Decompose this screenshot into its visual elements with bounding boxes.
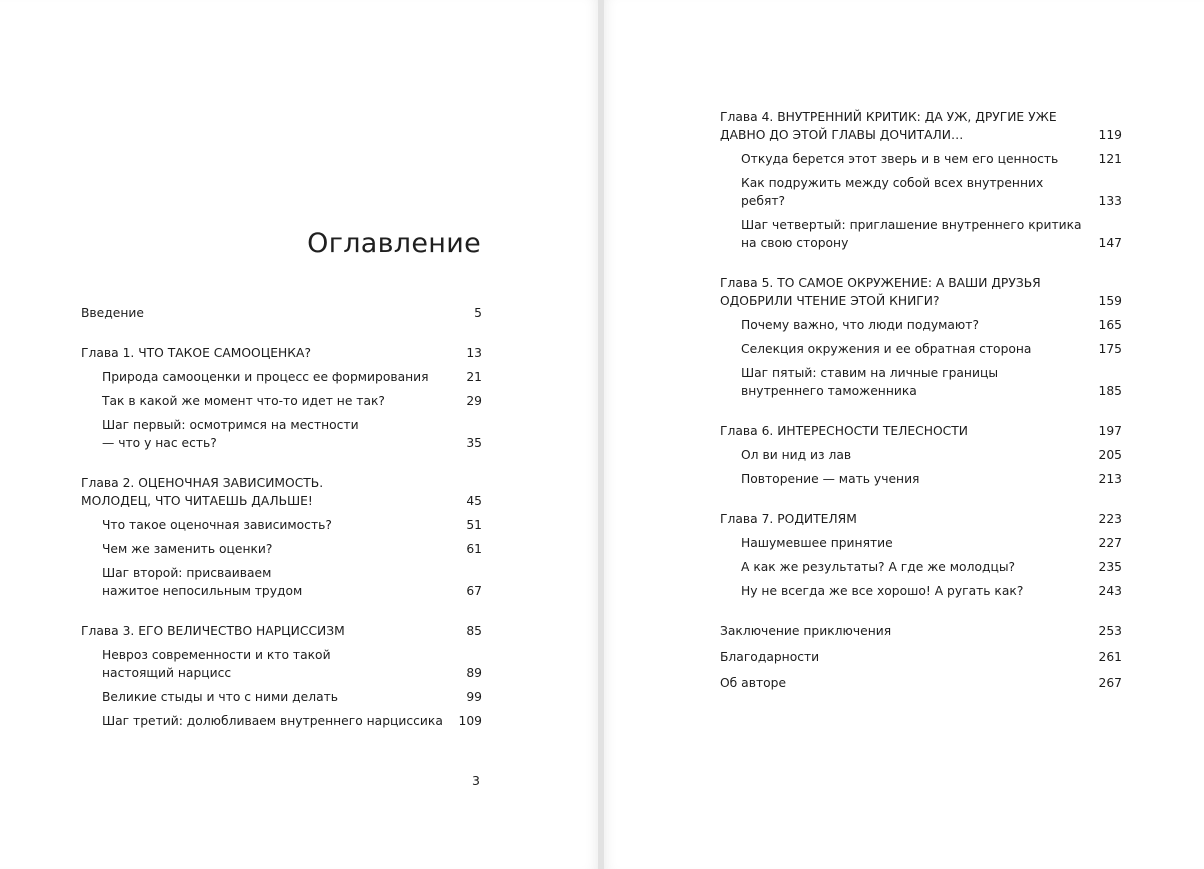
toc-entry-title: Глава 2. ОЦЕНОЧНАЯ ЗАВИСИМОСТЬ. МОЛОДЕЦ, ЧТО ЧИТАЕШЬ ДАЛЬШЕ!	[81, 476, 324, 508]
toc-entry-title: Так в какой же момент что-то идет не так?	[102, 394, 385, 408]
toc-entry-page: 109	[458, 714, 482, 728]
toc-entry-title: Шаг четвертый: приглашение внутреннего критика на свою сторону	[741, 218, 1082, 250]
toc-entry-title: Об авторе	[720, 676, 787, 690]
toc-entry-section	[720, 582, 1122, 600]
toc-entry-chapter-1	[81, 344, 482, 362]
toc-entry-title: Глава 6. ИНТЕРЕСНОСТИ ТЕЛЕСНОСТИ	[720, 424, 968, 438]
toc-entry-page: 121	[1098, 152, 1122, 166]
toc-entry-page: 29	[466, 394, 482, 408]
toc-entry-title: Глава 1. ЧТО ТАКОЕ САМООЦЕНКА?	[81, 346, 311, 360]
toc-entry-page: 165	[1098, 318, 1122, 332]
toc-entry-title: Ну не всегда же все хорошо! А ругать как?	[741, 584, 1024, 598]
toc-entry-title: Шаг второй: присваиваем нажитое непосильным трудом	[102, 566, 303, 598]
toc-entry-section	[81, 646, 482, 682]
toc-entry-section	[720, 150, 1122, 168]
toc-entry-title: Что такое оценочная зависимость?	[102, 518, 332, 532]
toc-entry-chapter-6	[720, 422, 1122, 440]
toc-entry-chapter-2	[81, 474, 482, 510]
toc-entry-title: Нашумевшее принятие	[741, 536, 893, 550]
toc-entry-section	[720, 316, 1122, 334]
toc-entry-page: 253	[1098, 624, 1122, 638]
toc-entry-section	[81, 416, 482, 452]
toc-entry-section	[720, 174, 1122, 210]
toc-entry-page: 267	[1098, 676, 1122, 690]
toc-entry-page: 261	[1098, 650, 1122, 664]
toc-entry-title: Глава 7. РОДИТЕЛЯМ	[720, 512, 857, 526]
toc-entry-page: 227	[1098, 536, 1122, 550]
toc-entry-section	[81, 712, 482, 730]
toc-entry-title: Введение	[81, 306, 144, 320]
toc-title: Оглавление	[307, 228, 481, 259]
toc-entry-title: Великие стыды и что с ними делать	[102, 690, 339, 704]
toc-entry-page: 133	[1098, 194, 1122, 208]
toc-entry-title: Шаг пятый: ставим на личные границы внутреннего таможенника	[741, 366, 999, 398]
toc-entry-page: 185	[1098, 384, 1122, 398]
toc-entry-page: 119	[1098, 128, 1122, 142]
toc-entry-page: 51	[466, 518, 482, 532]
toc-entry-page: 35	[466, 436, 482, 450]
toc-entry-title: Глава 5. ТО САМОЕ ОКРУЖЕНИЕ: А ВАШИ ДРУЗЬЯ ОДОБРИЛИ ЧТЕНИЕ ЭТОЙ КНИГИ?	[720, 276, 1041, 308]
left-page	[0, 0, 598, 869]
toc-entry-title: Невроз современности и кто такой настоящий нарцисс	[102, 648, 331, 680]
toc-entry-section	[81, 688, 482, 706]
toc-entry-page: 21	[466, 370, 482, 384]
right-page	[604, 0, 1204, 869]
toc-entry-title: Почему важно, что люди подумают?	[741, 318, 979, 332]
toc-entry-about-author	[720, 674, 1122, 692]
toc-entry-page: 235	[1098, 560, 1122, 574]
toc-entry-section	[81, 516, 482, 534]
toc-entry-conclusion	[720, 622, 1122, 640]
page-number: 3	[472, 773, 480, 788]
toc-entry-page: 89	[466, 666, 482, 680]
toc-entry-page: 99	[466, 690, 482, 704]
toc-entry-title: Глава 4. ВНУТРЕННИЙ КРИТИК: ДА УЖ, ДРУГИЕ УЖЕ ДАВНО ДО ЭТОЙ ГЛАВЫ ДОЧИТАЛИ…	[720, 110, 1057, 142]
toc-entry-title: Повторение — мать учения	[741, 472, 920, 486]
toc-entry-acknowledgements	[720, 648, 1122, 666]
toc-entry-section	[81, 392, 482, 410]
toc-entry-section	[720, 364, 1122, 400]
toc-entry-page: 175	[1098, 342, 1122, 356]
toc-entry-title: Глава 3. ЕГО ВЕЛИЧЕСТВО НАРЦИССИЗМ	[81, 624, 345, 638]
toc-entry-title: Шаг третий: долюбливаем внутреннего нарциссика	[102, 714, 443, 728]
toc-entry-title: Селекция окружения и ее обратная сторона	[741, 342, 1032, 356]
toc-entry-chapter-4	[720, 108, 1122, 144]
toc-list-right	[720, 108, 1122, 692]
toc-entry-page: 223	[1098, 512, 1122, 526]
toc-entry-section	[81, 540, 482, 558]
toc-entry-page: 205	[1098, 448, 1122, 462]
toc-entry-section	[720, 558, 1122, 576]
toc-entry-chapter-5	[720, 274, 1122, 310]
toc-entry-chapter-3	[81, 622, 482, 640]
toc-entry-section	[720, 216, 1122, 252]
toc-entry-title: Ол ви нид из лав	[741, 448, 852, 462]
toc-entry-title: Как подружить между собой всех внутренних ребят?	[741, 176, 1044, 208]
toc-entry-page: 147	[1098, 236, 1122, 250]
toc-entry-page: 213	[1098, 472, 1122, 486]
toc-entry-chapter-7	[720, 510, 1122, 528]
toc-entry-section	[720, 446, 1122, 464]
toc-entry-title: Чем же заменить оценки?	[102, 542, 273, 556]
toc-entry-page: 13	[466, 346, 482, 360]
toc-list-left	[81, 304, 482, 730]
toc-entry-title: А как же результаты? А где же молодцы?	[741, 560, 1016, 574]
toc-entry-title: Шаг первый: осмотримся на местности — что у нас есть?	[102, 418, 359, 450]
toc-entry-title: Благодарности	[720, 650, 820, 664]
toc-entry-section	[720, 340, 1122, 358]
toc-entry-title: Заключение приключения	[720, 624, 892, 638]
toc-entry-page: 45	[466, 494, 482, 508]
toc-entry-page: 85	[466, 624, 482, 638]
toc-entry-section	[720, 534, 1122, 552]
toc-entry-page: 67	[466, 584, 482, 598]
toc-entry-section	[720, 470, 1122, 488]
toc-entry-page: 243	[1098, 584, 1122, 598]
toc-entry-page: 61	[466, 542, 482, 556]
toc-entry-section	[81, 564, 482, 600]
toc-entry-title: Природа самооценки и процесс ее формирования	[102, 370, 429, 384]
toc-entry-section	[81, 368, 482, 386]
toc-entry-intro	[81, 304, 482, 322]
toc-entry-page: 197	[1098, 424, 1122, 438]
toc-entry-page: 159	[1098, 294, 1122, 308]
toc-entry-page: 5	[474, 306, 482, 320]
toc-entry-title: Откуда берется этот зверь и в чем его ценность	[741, 152, 1059, 166]
